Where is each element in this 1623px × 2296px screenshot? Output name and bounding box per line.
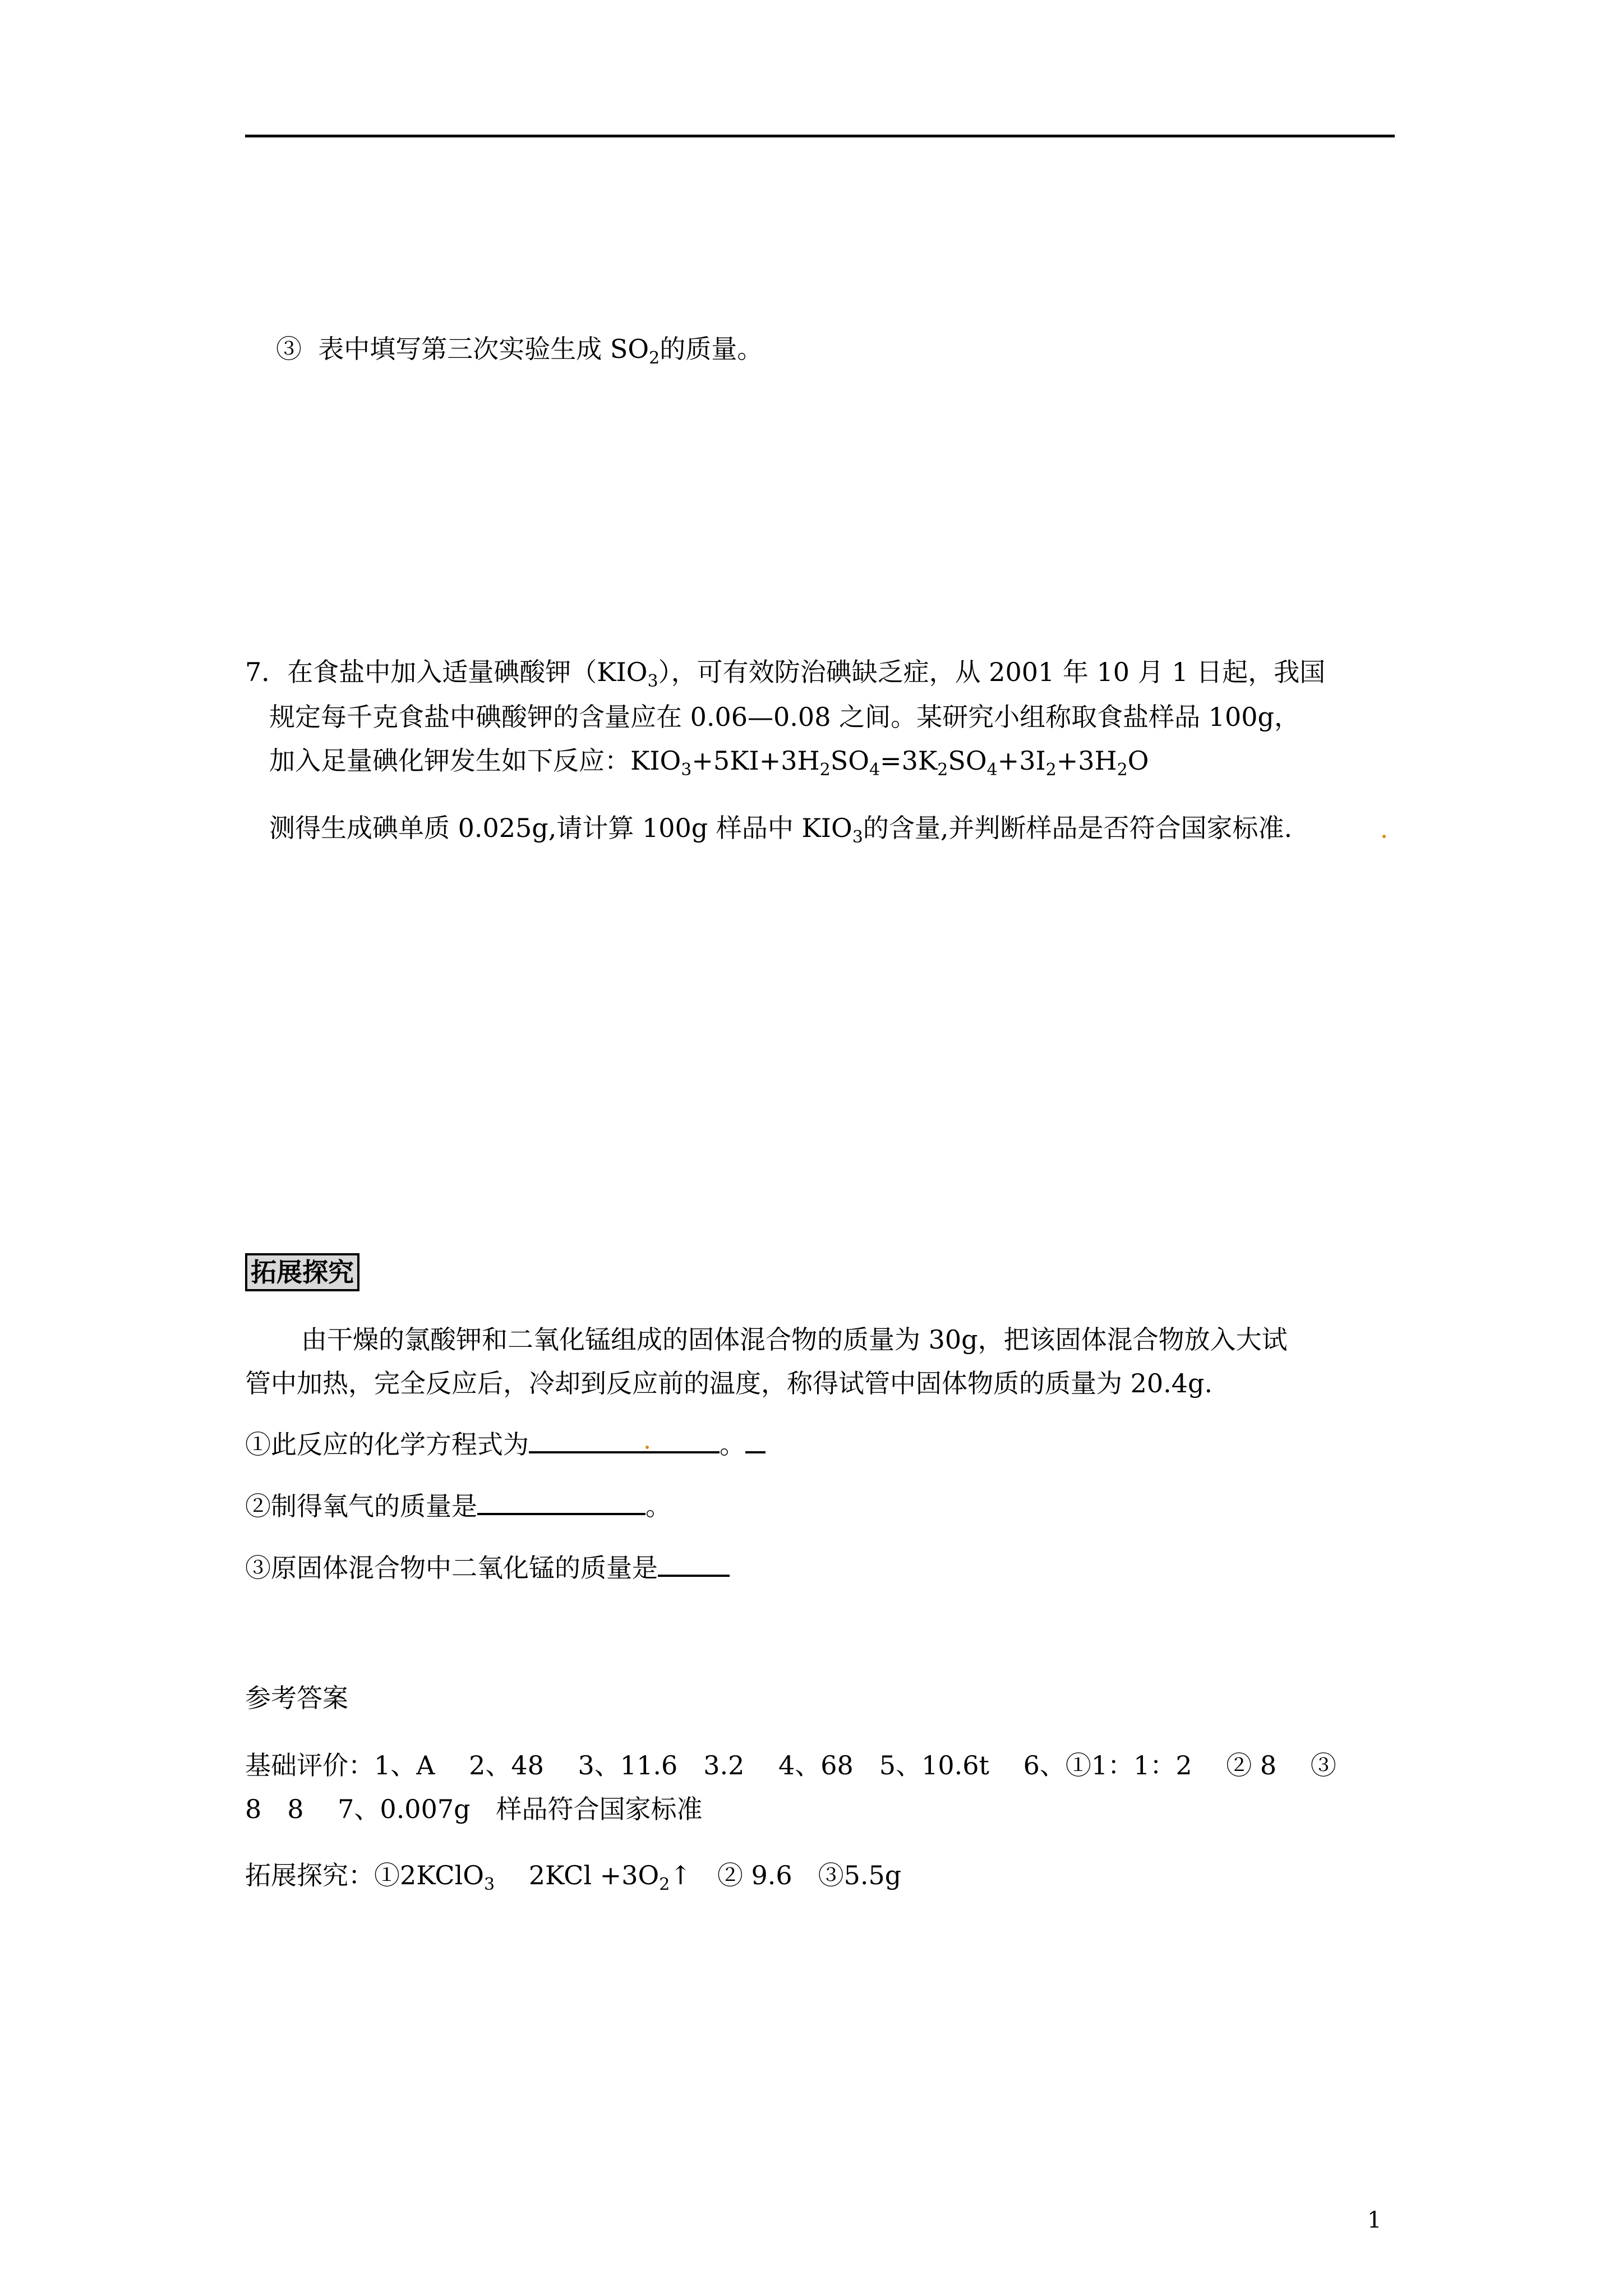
item2-answer-blank[interactable] [477,1490,645,1515]
answers-basic-line2 [245,1792,703,1826]
extension-para-line1 [301,1323,1288,1356]
answers-ext-sub2: 2 [659,1875,670,1894]
orange-mark [1382,835,1386,838]
q7-line3 [269,744,1149,780]
q7-line4-text-end: 的含量,并判断样品是否符合国家标准. [863,813,1293,843]
q6-item3-text-end: 的质量。 [660,334,763,364]
extension-item2 [245,1489,671,1523]
answers-ext-rest: ② 9.6 ③5.5g [691,1860,902,1890]
q7-line4-sub: 3 [852,827,863,847]
answers-basic-text2: 8 8 7、0.007g 样品符合国家标准 [245,1794,703,1824]
q7-line3-text: 加入足量碘化钾发生如下反应： [269,746,630,776]
answers-title [245,1681,348,1715]
header-rule [245,135,1395,137]
answers-ext-mid: 2KCl +3O [495,1860,660,1890]
answers-basic-line1 [245,1749,1336,1782]
q7-line2 [269,700,1300,734]
answers-basic-text1: 基础评价：1、A 2、48 3、11.6 3.2 4、68 5、10.6t 6、①1：1：2 ② 8 ③ [245,1750,1336,1780]
answers-ext-sub1: 3 [484,1875,495,1894]
item3-answer-blank[interactable] [658,1552,730,1577]
q7-line1-text: 7．在食盐中加入适量碘酸钾（KIO [245,657,648,687]
answers-title-text: 参考答案 [245,1683,348,1713]
q6-item3 [276,332,763,366]
q7-line1-sub: 3 [647,671,658,691]
q7-line2-text: 规定每千克食盐中碘酸钾的含量应在 0.06—0.08 之间。某研究小组称取食盐样品 100g， [269,702,1300,732]
extension-item1-text: ①此反应的化学方程式为 [245,1429,529,1460]
extension-para-line2 [245,1366,1212,1400]
extension-heading-label: 拓展探究 [245,1253,359,1291]
extension-item3-text: ③原固体混合物中二氧化锰的质量是 [245,1553,658,1583]
page-number: 1 [1367,2207,1382,2233]
extension-item1 [245,1428,766,1461]
orange-mark [645,1446,649,1449]
q7-line1 [245,655,1325,689]
extension-item3 [245,1551,730,1585]
extension-item2-text: ②制得氧气的质量是 [245,1491,477,1521]
up-arrow-icon: ↑ [670,1860,691,1890]
q6-item3-text: 表中填写第三次实验生成 SO [318,334,649,364]
extension-para-text1: 由干燥的氯酸钾和二氧化锰组成的固体混合物的质量为 30g，把该固体混合物放入大试 [301,1324,1288,1355]
extension-heading [245,1253,359,1291]
q6-item3-sub: 2 [649,348,660,368]
item1-blank-tail [745,1429,766,1453]
item1-answer-blank[interactable] [529,1429,720,1453]
q7-line4 [269,811,1292,845]
q7-line4-text: 测得生成碘单质 0.025g,请计算 100g 样品中 KIO [269,813,852,843]
extension-item2-end: 。 [645,1491,671,1521]
answers-ext-text: 拓展探究：①2KClO [245,1860,485,1890]
extension-para-text2: 管中加热，完全反应后，冷却到反应前的温度，称得试管中固体物质的质量为 20.4g. [245,1368,1213,1398]
extension-item1-end: 。 [720,1429,745,1460]
q7-line1-text-end: ），可有效防治碘缺乏症，从 2001 年 10 月 1 日起，我国 [658,657,1326,687]
q6-item3-marker: ③ [276,334,302,364]
reaction-equation: $KIO_3+5KI+3H_2SO_4=3K_2SO_4+3I_2+3H_2O$ [630,746,1149,780]
answers-extension-line [245,1858,901,1892]
